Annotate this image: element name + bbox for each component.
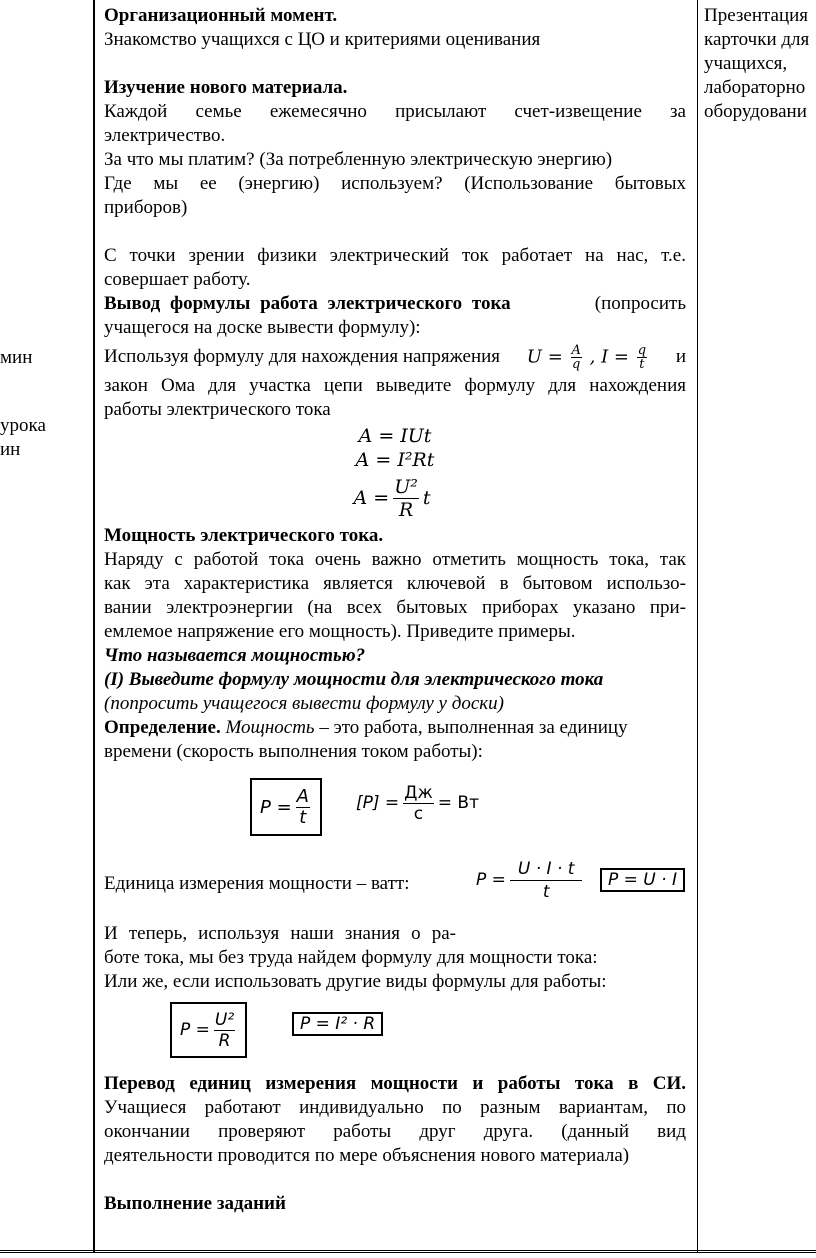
power-u2r-den: R — [218, 1030, 231, 1051]
work-formula-3 — [98, 472, 686, 524]
power-formula-den: t — [299, 806, 307, 828]
work-formula-3-den: R — [398, 498, 414, 521]
power-i2r-box: P = I² · R — [292, 1012, 383, 1036]
power-formula-box — [250, 778, 322, 836]
power-unit-formula — [356, 778, 479, 828]
voltage-fraction-den: q — [572, 356, 581, 372]
resource-line-3: учащихся, — [704, 53, 788, 74]
power-uit-num: U · I · t — [510, 858, 583, 881]
or-text: Или же, если использовать другие виды формулы для работы: — [104, 971, 607, 992]
power-u2r-box — [170, 1002, 247, 1058]
unit-watt-text: Единица измерения мощности – ватт: — [104, 873, 410, 894]
resource-line-2: карточки для — [704, 29, 810, 50]
voltage-fraction-num: A — [571, 342, 581, 358]
voltage-formula-lhs: U = — [526, 346, 563, 367]
power-formula-num: A — [296, 785, 309, 807]
question-power: Что называется мощностью? — [104, 645, 366, 666]
watt-line — [104, 850, 686, 908]
power-unit-rhs: = Вт — [437, 793, 479, 813]
current-fraction — [637, 344, 647, 371]
power-uit-den: t — [542, 881, 550, 902]
work-formula-1: A = IUt — [358, 425, 432, 447]
paragraph-use-1: Где мы ее (энергию) используем? (Использование бытовых — [104, 173, 686, 194]
ohm-line-1: закон Ома для участка цепи выведите формулу для нахождения — [104, 375, 686, 396]
power-text-1: Наряду с работой тока очень важно отметить мощность тока, так — [104, 549, 686, 570]
resource-line-4: лабораторно — [704, 77, 806, 98]
paragraph-physics-2: совершает работу. — [104, 269, 251, 290]
paragraph-bill-2: электричество. — [104, 125, 226, 146]
work-formula-2: A = I²Rt — [355, 449, 435, 471]
si-text-2: окончании проверяют работы друг друга. (данный вид — [104, 1121, 686, 1142]
power-u2r-fraction — [214, 1010, 235, 1051]
voltage-current-formulas — [527, 344, 649, 371]
si-text-3: деятельности проводится по мере объяснения нового материала) — [104, 1145, 630, 1166]
power-formula-lhs: P = — [260, 796, 292, 818]
power-unit-fraction — [403, 783, 434, 824]
now-text-2: боте тока, мы без труда найдем формулу для мощности тока: — [104, 947, 598, 968]
task-derive-note: (попросить учащегося вывести формулу у доски) — [104, 693, 505, 714]
power-uit-formula — [476, 854, 586, 906]
column-divider-left-inner — [94, 0, 95, 1252]
power-alt-formulas — [104, 994, 686, 1064]
paragraph-use-2: приборов) — [104, 197, 188, 218]
power-unit-den: с — [413, 803, 424, 824]
work-formula-3-lhs: A = — [353, 487, 390, 509]
power-text-3: вании электроэнергии (на всех бытовых приборах указано при- — [104, 597, 686, 618]
definition-text: – это работа, выполненная за единицу — [314, 717, 628, 738]
power-text-2: как эта характеристика является ключевой в бытовом использо- — [104, 573, 686, 594]
derive-note: (попросить — [594, 293, 686, 314]
power-ui-box: P = U · I — [600, 868, 685, 892]
table-bottom-border — [0, 1250, 816, 1251]
paragraph-bill-1: Каждой семье ежемесячно присылают счет-извещение за — [104, 101, 686, 122]
now-text-1: И теперь, используя наши знания о ра- — [104, 923, 456, 944]
ohm-line-2: работы электрического тока — [104, 399, 331, 420]
table-bottom-border-2 — [0, 1252, 816, 1253]
paragraph-pay: За что мы платим? (За потребленную электрическую энергию) — [104, 149, 613, 170]
power-uit-lhs: P = — [476, 870, 506, 890]
si-heading: Перевод единиц измерения мощности и работы тока в СИ. — [104, 1073, 686, 1094]
work-formula-3-tail: t — [422, 487, 431, 509]
work-formula-3-num: U² — [394, 475, 418, 498]
power-unit-num: Дж — [404, 782, 433, 803]
definition-line-2: времени (скорость выполнения током работы): — [104, 741, 483, 762]
power-text-4: емлемое напряжение его мощность). Приведите примеры. — [104, 621, 576, 642]
resource-line-1: Презентация — [704, 5, 809, 26]
power-unit-lhs: [P] = — [356, 793, 400, 813]
current-fraction-den: t — [639, 356, 645, 372]
power-uit-fraction — [510, 858, 583, 903]
definition-line-1 — [104, 716, 686, 740]
resources-column — [698, 0, 816, 1252]
paragraph-physics-1: С точки зрении физики электрический ток работает на нас, т.е. — [104, 245, 686, 266]
derive-line-2: учащегося на доске вывести формулу): — [104, 317, 421, 338]
work-formula-3-fraction — [393, 476, 419, 521]
org-text: Знакомство учащихся с ЦО и критериями оценивания — [104, 29, 541, 50]
current-formula-lhs: , I = — [589, 346, 629, 367]
task-derive-power: (I) Выведите формулу мощности для электрического тока — [104, 669, 604, 690]
stage-text-1: мин — [0, 347, 33, 368]
definition-label: Определение. — [104, 717, 221, 738]
lesson-content — [104, 4, 686, 1216]
power-formula-fraction — [296, 787, 310, 828]
derive-line — [104, 292, 686, 316]
stage-text-2: урока — [0, 415, 46, 436]
org-heading: Организационный момент. — [104, 5, 338, 26]
resource-line-5: оборудовани — [704, 101, 807, 122]
stage-text-3: ин — [0, 439, 21, 460]
derive-heading: Вывод формулы работа электрического тока — [104, 293, 511, 314]
power-u2r-lhs: P = — [180, 1020, 210, 1040]
power-u2r-num: U² — [214, 1009, 235, 1030]
power-heading: Мощность электрического тока. — [104, 525, 384, 546]
current-fraction-num: q — [637, 342, 647, 358]
si-text-1: Учащиеся работают индивидуально по разным вариантам, по — [104, 1097, 686, 1118]
new-material-heading: Изучение нового материала. — [104, 77, 348, 98]
use-formula-line — [104, 340, 686, 374]
tasks-heading: Выполнение заданий — [104, 1193, 286, 1214]
definition-term: Мощность — [225, 717, 315, 738]
power-definition-formulas — [104, 764, 686, 850]
and-word: и — [675, 346, 686, 367]
voltage-fraction — [571, 344, 582, 371]
use-formula-text: Используя формулу для нахождения напряжения — [104, 346, 501, 367]
stage-column — [0, 0, 93, 1252]
